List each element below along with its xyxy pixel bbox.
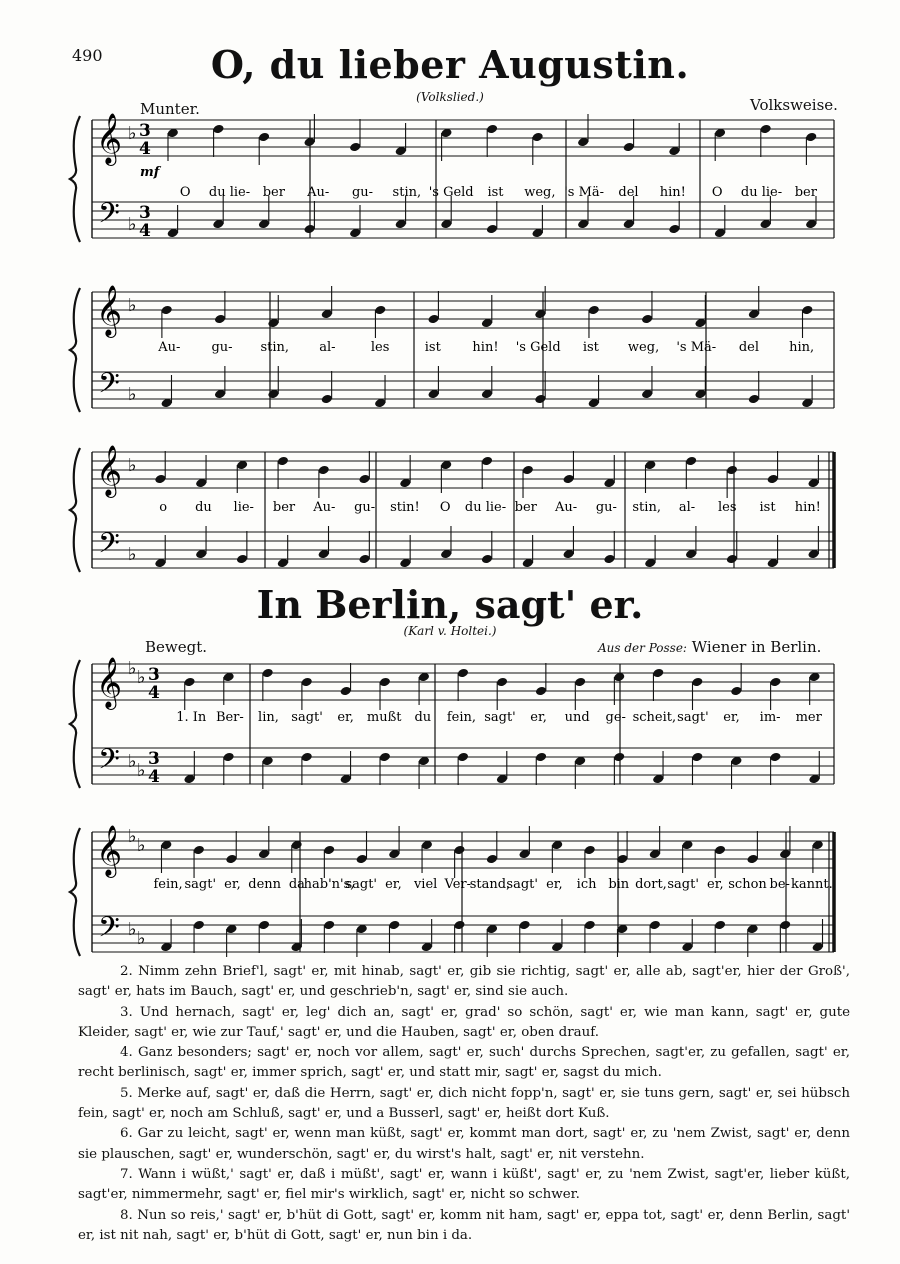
song2-system2-lyric: er, [546, 877, 563, 892]
verse-4: 4. Ganz besonders; sagt' er, noch vor allem, sagt' er, such' durchs Sprechen, sagt'er, zu gefallen, sagt' er, recht berlinisch, sagt' er, immer sprich, sagt' er, und statt mir, sagt' er, sagst du mich. [78, 1045, 850, 1081]
verses-block [78, 962, 850, 1246]
song2-system1-lyric: er, [723, 710, 740, 725]
song1-system1-lyric: O [711, 185, 723, 200]
flat-sign: ♭ [128, 455, 137, 476]
system-brace [70, 116, 80, 242]
song1-system1-lyric: ber [794, 185, 817, 200]
treble-clef: 𝄞 [96, 113, 123, 164]
song1-system2-lyric: ist [424, 340, 441, 355]
song1-system2-lyric: stin, [260, 340, 290, 355]
song2-system1-lyric: mer [795, 710, 822, 725]
bass-clef: 𝄢 [98, 367, 120, 407]
song1-system1-lyric: du lie- [740, 185, 783, 200]
verse-6: 6. Gar zu leicht, sagt' er, wenn man küßt, sagt' er, kommt man dort, sagt' er, zu 'nem Zwist, sagt' er, denn sie plauschen, sagt' er, wunderschön, sagt' er, du wirst's halt, sagt' er, nit verstehn. [78, 1126, 850, 1162]
song1-system3-lyric: hin! [794, 500, 821, 515]
time-signature-bottom: 4 [148, 767, 160, 787]
song2-system2-lyric: dort, [635, 877, 667, 892]
system-brace [70, 448, 80, 572]
song1-system3-lyric: du [195, 500, 212, 515]
song1-system2-lyric: Au- [158, 340, 181, 355]
song2-system2-lyric: ich [576, 877, 597, 892]
song1-system3-lyric: lie- [233, 500, 254, 515]
song2-system2-lyric: be- [769, 877, 790, 892]
song1-system2-lyric: 's Geld [515, 340, 561, 355]
song2-system2-lyric: sagt' [345, 877, 378, 892]
flat-sign: ♭ [137, 667, 146, 688]
song1-system1-lyric: ist [487, 185, 504, 200]
song1-system1-lyric: Au- [307, 185, 330, 200]
song2-system1-lyric: er, [530, 710, 547, 725]
flat-sign: ♭ [128, 658, 137, 679]
song1-system1-lyric: gu- [351, 185, 374, 200]
time-signature-bottom: 4 [139, 221, 151, 241]
flat-sign: ♭ [128, 384, 137, 405]
song2-system1-lyric: 1. In [176, 710, 207, 725]
song1-system3-lyric: du lie- [464, 500, 507, 515]
song1-system2-lyric: 's Mä- [676, 340, 717, 355]
song2-system2-lyric: sagt' [506, 877, 538, 892]
song1-system1-lyric: 's Mä- [564, 185, 605, 200]
song1-system3-lyric: stin! [390, 500, 420, 515]
song1-system1-lyric: hin! [659, 185, 686, 200]
song1-system1-lyric: weg, [524, 185, 556, 200]
flat-sign: ♭ [128, 295, 137, 316]
song1-system3-lyric: Au- [555, 500, 578, 515]
song2-system2-lyric: er, [385, 877, 402, 892]
song1-system3-lyric: stin, [632, 500, 661, 515]
song2-subtitle: (Karl v. Holtei.) [403, 624, 497, 638]
time-signature-top: 3 [148, 749, 160, 769]
song2-system2-lyric: bin [608, 877, 630, 892]
bass-clef: 𝄢 [98, 911, 120, 951]
bass-clef: 𝄢 [98, 743, 120, 783]
song1-system1-lyric: del [618, 185, 639, 200]
flat-sign: ♭ [137, 835, 146, 856]
song1-system3-lyric: ber [514, 500, 537, 515]
song2-system2-lyric: schon [728, 877, 767, 892]
song2-source-title: Wiener in Berlin. [691, 638, 822, 656]
song1-system2-lyric: hin! [472, 340, 499, 355]
flat-sign: ♭ [128, 544, 137, 565]
time-signature-bottom: 4 [148, 683, 160, 703]
treble-clef: 𝄞 [96, 825, 123, 876]
dynamic-mark: mf [140, 165, 160, 180]
bass-clef: 𝄢 [98, 197, 120, 237]
verse-2: 2. Nimm zehn Brief'l, sagt' er, mit hinab, sagt' er, gib sie richtig, sagt' er, alle ab, sagt'er, hier der Groß', sagt' er, hats im Bauch, sagt' er, und geschrieb'n, sagt' er, sind sie auch. [78, 964, 850, 1000]
song1-system2-lyric: hin, [789, 340, 815, 355]
time-signature-top: 3 [148, 665, 160, 685]
time-signature-bottom: 4 [139, 139, 151, 159]
song1-system3-lyric: ber [272, 500, 296, 515]
song1-system2-lyric: del [738, 340, 760, 355]
song1-system2-lyric: gu- [211, 340, 233, 355]
song2-system2-lyric: hab'n's, [303, 877, 355, 892]
verse-5: 5. Merke auf, sagt' er, daß die Herrn, sagt' er, dich nicht fopp'n, sagt' er, sie tuns gern, sagt' er, sei hübsch fein, sagt' er, noch am Schluß, sagt' er, und a Busserl, sagt' er, heißt dort Kuß. [78, 1085, 850, 1122]
verse-3: 3. Und hernach, sagt' er, leg' dich an, sagt' er, grad' so schön, sagt' er, wie man kann, sagt' er, gute Kleider, sagt' er, wie zur Tauf,' sagt' er, und die Hauben, sagt' er, oben drauf. [78, 1004, 850, 1040]
flat-sign: ♭ [128, 751, 137, 772]
song1-title: O, du lieber Augustin. [210, 42, 690, 87]
song1-system3-lyric: gu- [595, 500, 617, 515]
song2-system2-lyric: er, [707, 877, 724, 892]
song1-system3-lyric: O [439, 500, 451, 515]
song1-credit: Volksweise. [750, 96, 838, 114]
song2-system2-lyric: sagt' [184, 877, 217, 892]
treble-clef: 𝄞 [96, 657, 123, 708]
song2-system2-lyric: viel [413, 877, 438, 892]
verse-8: 8. Nun so reis,' sagt' er, b'hüt di Gott, sagt' er, komm nit ham, sagt' er, eppa tot, sagt' er, denn Berlin, sagt' er, ist nit nah, sagt' er, b'hüt di Gott, sagt' er, nun bin i da. [78, 1207, 850, 1243]
song2-system2-lyric: er, [224, 877, 241, 892]
song2-system2-lyric: denn [248, 877, 282, 892]
song1-system3-lyric: o [159, 500, 168, 515]
flat-sign: ♭ [128, 919, 137, 940]
song1-system2-lyric: al- [319, 340, 336, 355]
song2-system1-lyric: sagt' [677, 710, 709, 725]
song2-system1-lyric: Ber- [215, 710, 244, 725]
song2-system2-lyric: da [288, 877, 305, 892]
flat-sign: ♭ [128, 826, 137, 847]
song2-system1-lyric: du [414, 710, 432, 725]
time-signature-top: 3 [139, 121, 151, 141]
verse-7: 7. Wann i wüßt,' sagt' er, daß i müßt', sagt' er, wann i küßt', sagt' er, zu 'nem Zwist, sagt'er, lieber küßt, sagt'er, nimmermehr, sagt' er, fiel mir's wirklich, sagt' er, nicht so schwer. [78, 1166, 850, 1203]
song2-system1-lyric: fein, [446, 710, 476, 725]
song1-system3-lyric: Au- [313, 500, 336, 515]
song2-system1-lyric: ge- [605, 710, 626, 725]
song1-system1-lyric: 's Geld [428, 185, 474, 200]
song2-system1-lyric: im- [759, 710, 781, 725]
song1-subtitle: (Volkslied.) [416, 90, 484, 104]
flat-sign: ♭ [128, 214, 137, 235]
time-signature-top: 3 [139, 203, 151, 223]
song1-system3-lyric: les [717, 500, 737, 515]
song1-system3-lyric: ist [759, 500, 776, 515]
song1-system3-lyric: gu- [354, 500, 376, 515]
song2-title: In Berlin, sagt' er. [256, 582, 644, 627]
treble-clef: 𝄞 [96, 285, 123, 336]
song1-system2-lyric: weg, [627, 340, 660, 355]
song2-system2-lyric: stand, [469, 877, 511, 892]
song2-system1-lyric: lin, [258, 710, 279, 725]
song1-system1-lyric: stin, [392, 185, 422, 200]
flat-sign: ♭ [137, 928, 146, 949]
song2-system1-lyric: er, [337, 710, 354, 725]
song2-source-prefix: Aus der Posse: [598, 641, 687, 655]
system-brace [70, 828, 80, 956]
page-number: 490 [72, 46, 103, 65]
treble-clef: 𝄞 [96, 445, 123, 496]
system-brace [70, 660, 80, 788]
song2-tempo: Bewegt. [145, 638, 208, 656]
song2-system1-lyric: sagt' [291, 710, 323, 725]
song2-system2-lyric: sagt' [667, 877, 699, 892]
song2-system1-lyric: sagt' [484, 710, 516, 725]
song1-system2-lyric: ist [582, 340, 599, 355]
song1-system1-lyric: O [179, 185, 191, 200]
system-brace [70, 288, 80, 412]
flat-sign: ♭ [128, 123, 137, 144]
song2-system1-lyric: scheit, [632, 710, 677, 725]
song1-tempo: Munter. [140, 100, 200, 118]
song2-system2-lyric: Ver- [444, 877, 472, 892]
song2-system1-lyric: mußt [366, 710, 402, 725]
song2-system1-lyric: und [564, 710, 590, 725]
song1-system2-lyric: les [370, 340, 390, 355]
song2-system2-lyric: kannt. [791, 877, 833, 892]
song1-system1-lyric: du lie- [208, 185, 251, 200]
song2-system2-lyric: fein, [153, 877, 183, 892]
flat-sign: ♭ [137, 760, 146, 781]
song1-system1-lyric: ber [262, 185, 285, 200]
song1-system3-lyric: al- [678, 500, 696, 515]
bass-clef: 𝄢 [98, 527, 120, 567]
